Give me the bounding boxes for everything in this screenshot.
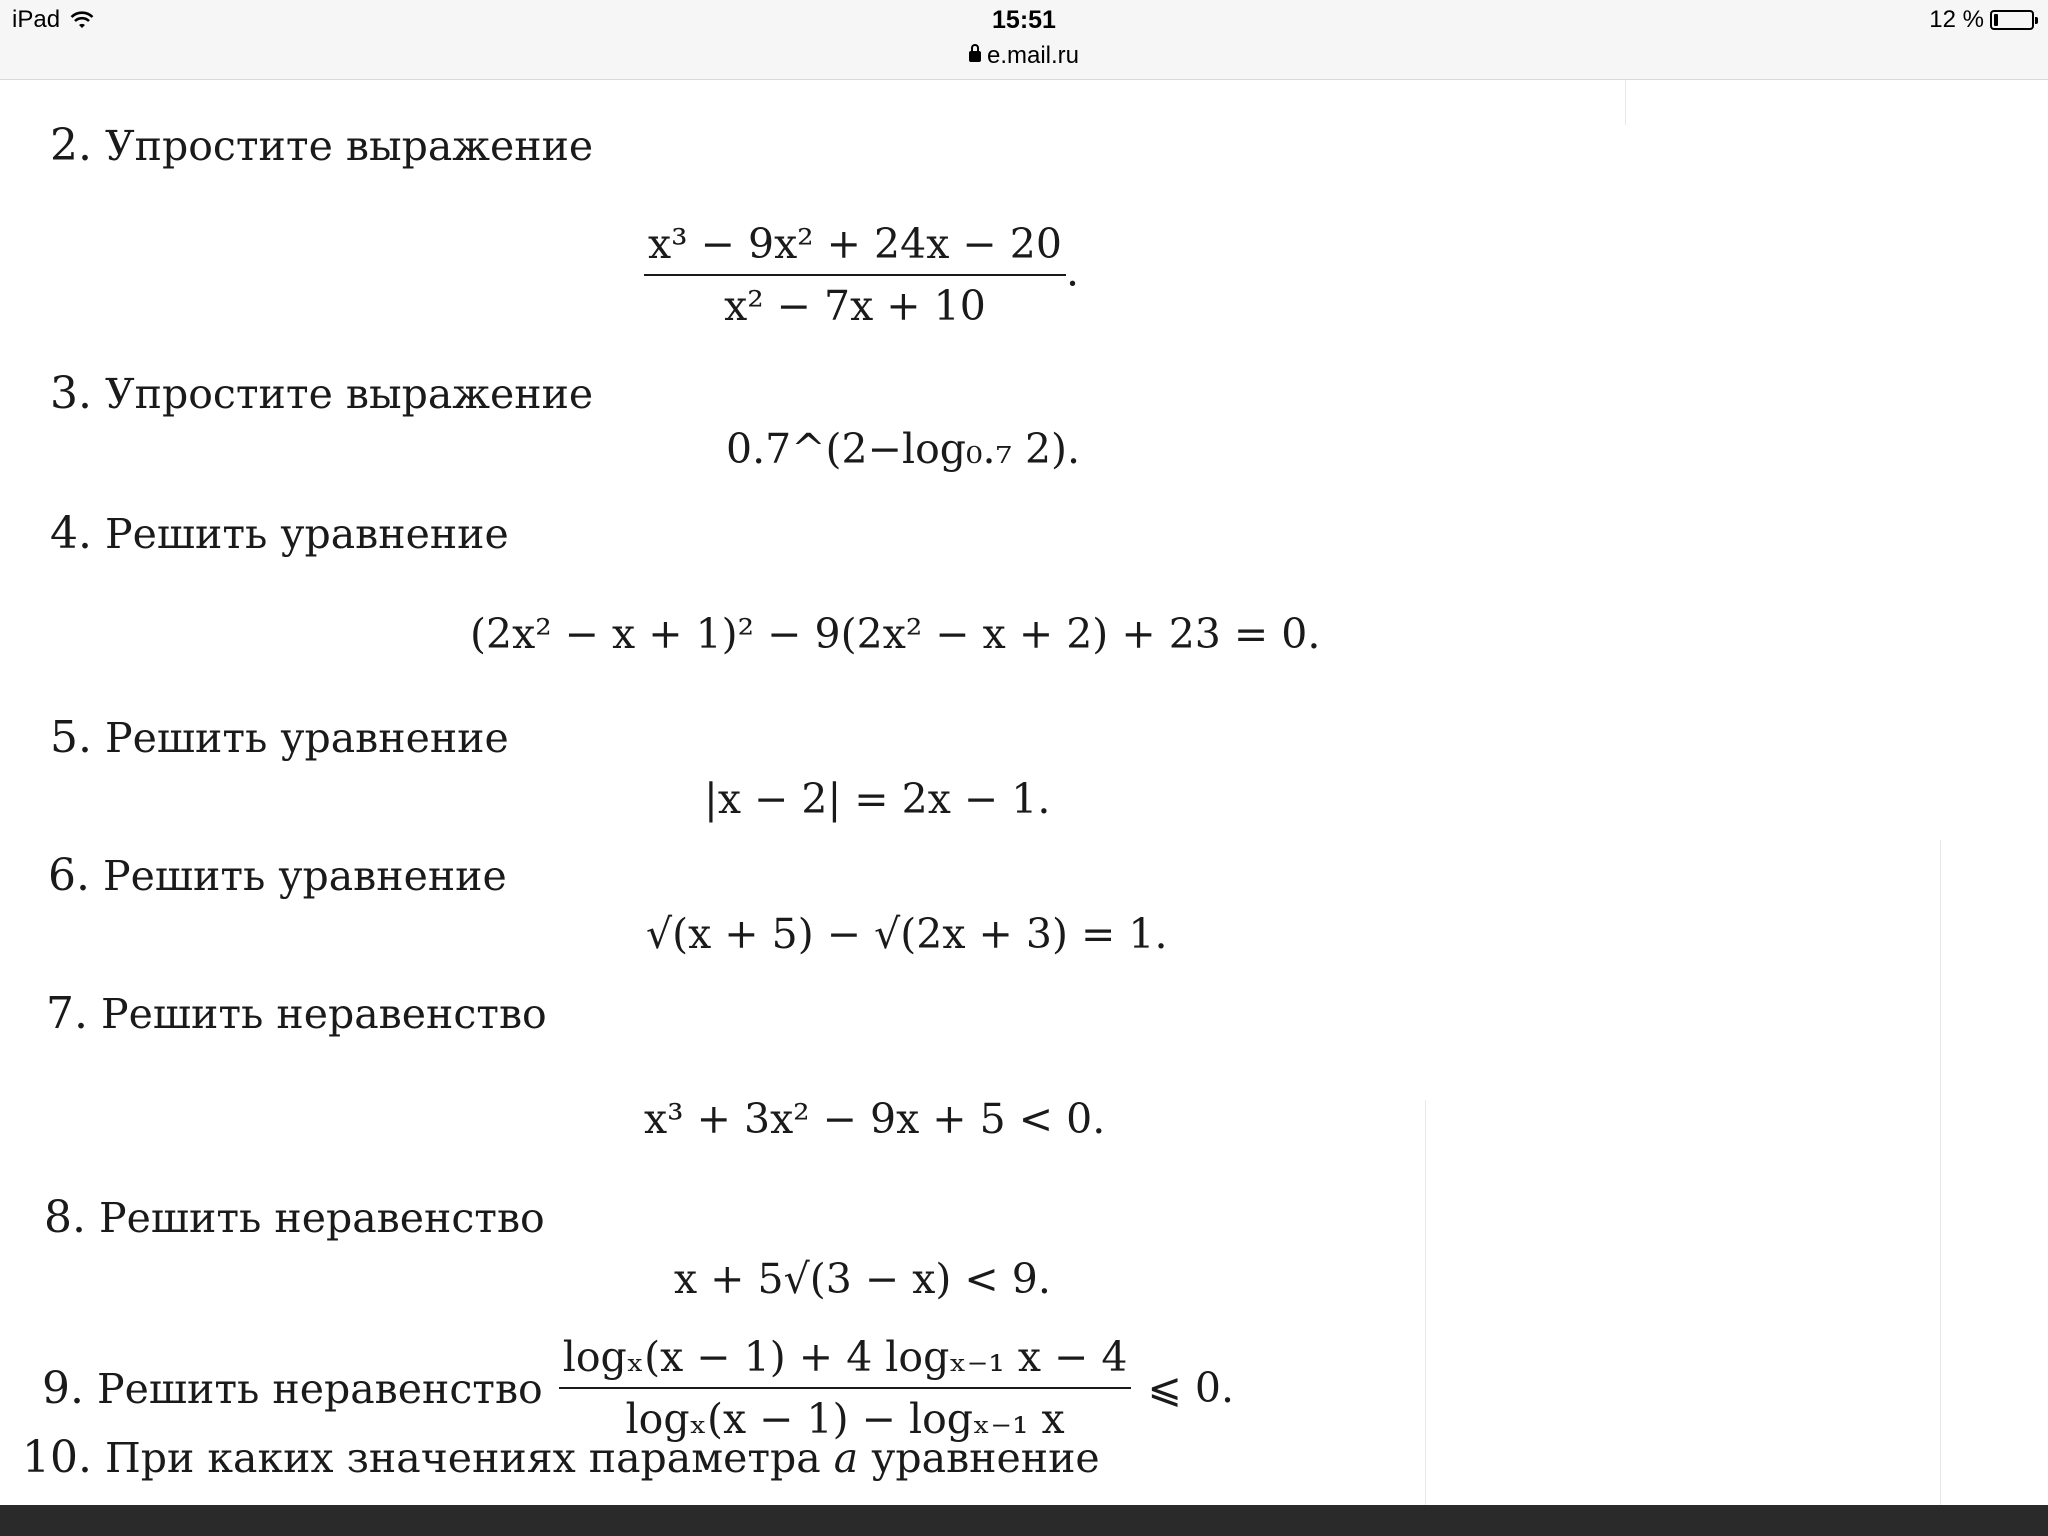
problem-number: 5. (50, 712, 92, 763)
problem-text: Упростите выражение (105, 370, 594, 418)
formula-3: 0.7^(2−log₀.₇ 2). (726, 425, 1081, 473)
formula-4: (2x² − x + 1)² − 9(2x² − x + 2) + 23 = 0. (470, 610, 1321, 658)
problem-number: 6. (48, 850, 90, 901)
battery-percent: 12 % (1929, 6, 1984, 33)
bottom-toolbar (0, 1505, 2048, 1536)
formula-5: |x − 2| = 2x − 1. (704, 775, 1051, 823)
fraction-denominator: logₓ(x − 1) − logₓ₋₁ x (625, 1395, 1065, 1443)
formula-8: x + 5√(3 − x) < 9. (674, 1255, 1051, 1303)
fraction (559, 1333, 1132, 1443)
fraction (644, 220, 1066, 330)
problem-number: 7. (46, 988, 88, 1039)
problem-text: Решить неравенство (99, 1194, 545, 1242)
battery-level (1994, 14, 1998, 26)
problem-2 (50, 120, 593, 171)
problem-text: Решить уравнение (105, 714, 509, 762)
problem-5 (50, 712, 509, 763)
page-edge (1940, 840, 1941, 1505)
problem-text: Решить уравнение (103, 852, 507, 900)
status-bar (0, 0, 2048, 80)
address-bar[interactable] (0, 42, 2048, 70)
device-label: iPad (12, 6, 61, 33)
inequality-tail: ⩽ 0. (1147, 1364, 1234, 1412)
problem-text: Решить уравнение (105, 510, 509, 558)
problem-number: 4. (50, 508, 92, 559)
status-right (1929, 6, 2034, 34)
problem-text-after: уравнение (871, 1434, 1100, 1482)
problem-4 (50, 508, 509, 559)
problem-8 (44, 1192, 545, 1243)
fraction-denominator: x² − 7x + 10 (724, 282, 986, 330)
problem-text: При каких значениях параметра (105, 1434, 821, 1482)
battery-icon (1990, 10, 2034, 30)
clock: 15:51 (992, 6, 1056, 34)
page-edge (1625, 80, 1626, 125)
problem-9 (42, 1333, 1234, 1443)
page-edge (1425, 1100, 1426, 1505)
problem-number: 3. (50, 368, 92, 419)
problem-6 (48, 850, 507, 901)
lock-icon (969, 51, 981, 62)
problem-number: 8. (44, 1192, 86, 1243)
formula-2: $\frac{\text{x³ − 9x² + 24x − 20}}{\text{x² − 7x + 10}}$ . (644, 220, 1079, 330)
problem-number: 2. (50, 120, 92, 171)
problem-text: Решить неравенство (101, 990, 547, 1038)
parameter-symbol: a (833, 1434, 859, 1482)
formula-7: x³ + 3x² − 9x + 5 < 0. (644, 1095, 1106, 1143)
fraction-numerator: logₓ(x − 1) + 4 logₓ₋₁ x − 4 (559, 1333, 1132, 1389)
document-page[interactable] (0, 80, 2048, 1505)
problem-text: Решить неравенство (97, 1364, 543, 1413)
problem-7 (46, 988, 547, 1039)
problem-number: 9. (42, 1362, 84, 1414)
fraction-numerator: x³ − 9x² + 24x − 20 (644, 220, 1066, 276)
problem-number: 10. (22, 1432, 92, 1483)
problem-3 (50, 368, 593, 419)
formula-6: √(x + 5) − √(2x + 3) = 1. (646, 910, 1168, 958)
problem-10 (22, 1432, 1100, 1483)
problem-text: Упростите выражение (105, 122, 594, 170)
url-text: e.mail.ru (986, 42, 1080, 69)
